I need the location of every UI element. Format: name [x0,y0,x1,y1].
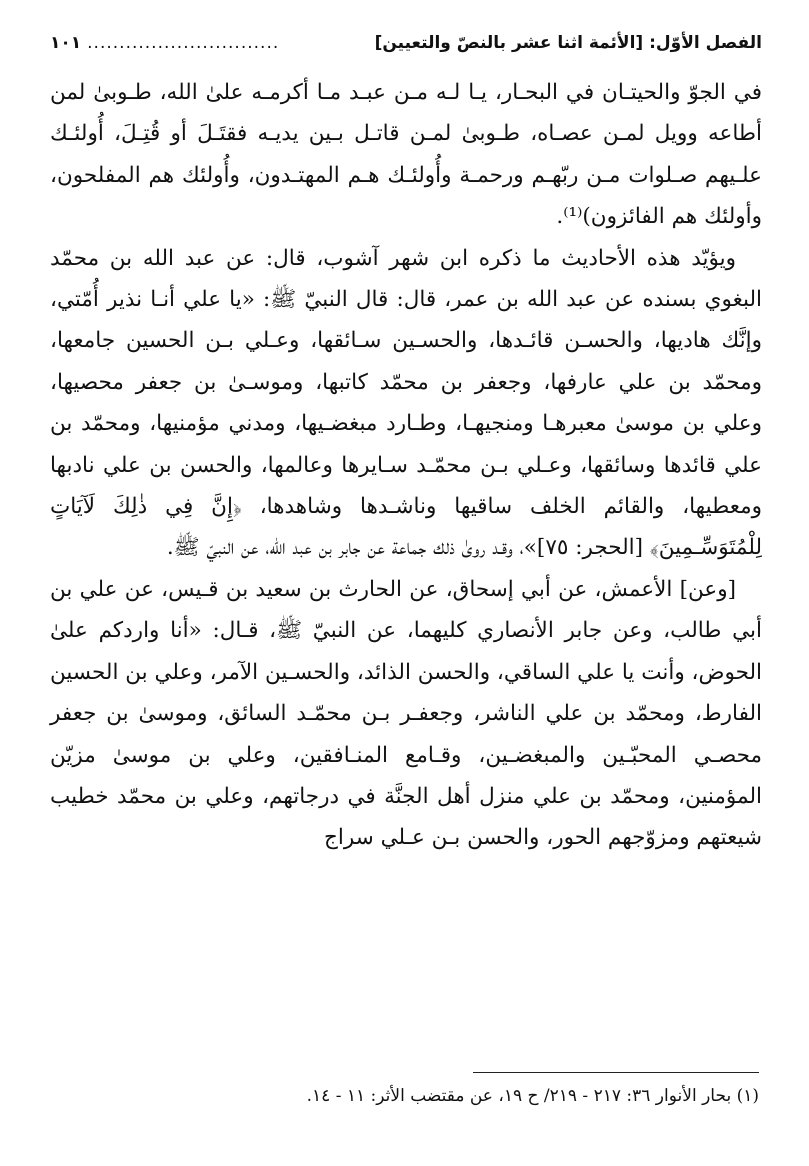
chapter-title: الفصل الأوّل: [الأئمة اثنا عشر بالنصّ والتعيين] [374,33,762,53]
paragraph-3: [وعن] الأعمش، عن أبي إسحاق، عن الحارث بن سعيد بن قـيس، عن علي بن أبي طالب، وعن جابر الأنصاري كليهما، عن النبيّ ﷺ، قـال: «أنا واردكم علىٰ الحوض، وأنت يا علي الساقي، والحسن الذائد، والحسـين الآمر، وعلي بن الحسين الفارط، ومحمّد بن علي الناشر، وجعفـر بـن محمّـد السائق، وموسىٰ بن جعفر محصـي المحبّـين والمبغضـين، وقـامع المنـافقين، وعلي بن موسىٰ مزيّن المؤمنين، ومحمّد بن علي منزل أهل الجنَّة في درجاتهم، وعلي بن محمّد خطيب شيعتهم ومزوّجهم الحور، والحسن بـن عـلي سراج [50,576,762,851]
main-text [50,72,762,859]
footnote-separator [473,1072,759,1073]
document-page [50,28,762,859]
paragraph-1: في الجوّ والحيتـان في البحـار، يـا لـه مـن عبـد مـا أكرمـه علىٰ الله، طـوبىٰ لمن أطاعه وويل لمـن عصـاه، طـوبىٰ لمـن قاتـل بـين يديـه فقتَـلَ أو قُتِـلَ، أُولئـك علـيهم صـلوات مـن ربّهـم ورحمـة وأُولئـك هـم المهتـدون، وأُولئك هم المفلحون، وأولئك هم الفائزون)⁽¹⁾. [50,80,762,230]
leader-dots: .............................. [87,33,280,53]
page-number: ١٠١ [50,33,82,53]
running-header [50,28,762,58]
paragraph-2: ويؤيّد هذه الأحاديث ما ذكره ابن شهر آشوب، قال: عن عبد الله بن محمّد البغوي بسنده عن عبد الله بن عمر، قال: قال النبيّ ﷺ: «يا علي أنـا نذير أُمّتي، وإنَّك هاديها، والحسـن قائـدها، والحسـين سـائقها، وعـلي بـن الحسين جامعها، ومحمّد بن علي عارفها، وجعفر بن محمّد كاتبها، وموسـىٰ بن جعفر محصيها، وعلي بن موسىٰ معبرهـا ومنجيهـا، وطـارد مبغضـيها، ومدني مؤمنيها، ومحمّد بن علي قائدها وسائقها، وعـلي بـن محمّـد سـايرها وعالمها، والحسن بن علي نادبها ومعطيها، والقائم الخلف ساقيها وناشـدها وشاهدها، ﴿إِنَّ فِي ذٰلِكَ لَآيَاتٍ لِلْمُتَوَسِّـمِينَ﴾ [الحجر: ٧٥]»، وقـد روىٰ ذلك جماعة عن جابر بن عبد الله، عن النبيّ ﷺ. [50,245,762,561]
footnote: (١) بحار الأنوار ٣٦: ٢١٧ - ٢١٩/ ح ١٩، عن مقتضب الأثر: ١١ - ١٤. [306,1086,759,1106]
